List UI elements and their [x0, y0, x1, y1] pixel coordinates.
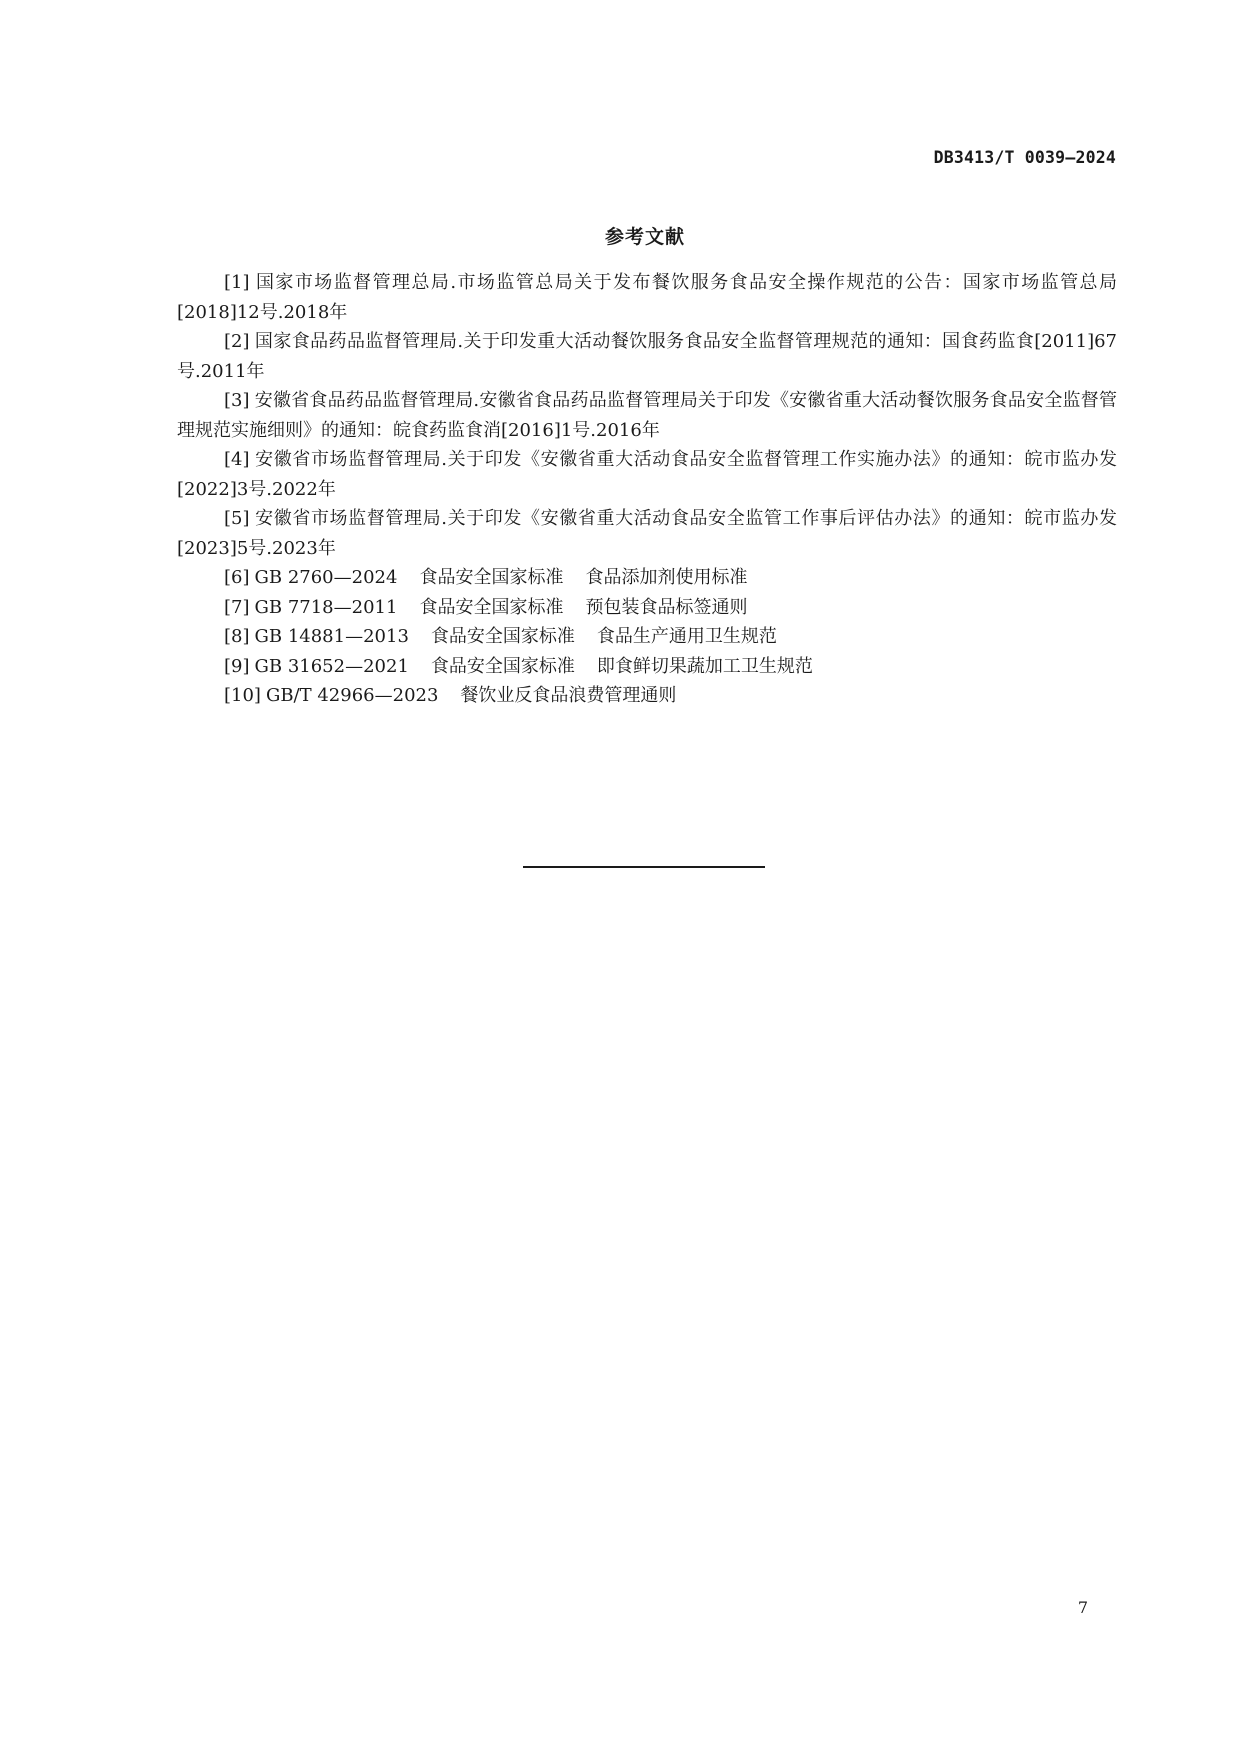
reference-item — [177, 386, 1117, 445]
standard-item — [177, 593, 1117, 623]
standard-title: 餐饮业反食品浪费管理通则 — [460, 685, 677, 706]
standard-code: GB 2760—2024 — [254, 567, 398, 588]
reference-item — [177, 504, 1117, 563]
standard-subtitle: 食品添加剂使用标准 — [585, 567, 748, 588]
end-of-document-line — [523, 866, 765, 868]
standard-item — [177, 563, 1117, 593]
standard-item — [177, 652, 1117, 682]
reference-text: 国家食品药品监督管理局.关于印发重大活动餐饮服务食品安全监督管理规范的通知：国食药监食[2011]67号.2011年 — [177, 331, 1117, 382]
reference-text: 安徽省市场监督管理局.关于印发《安徽省重大活动食品安全监督管理工作实施办法》的通知：皖市监办发[2022]3号.2022年 — [177, 449, 1117, 500]
standard-number: [10] — [224, 685, 261, 706]
standard-number: [6] — [224, 567, 250, 588]
reference-number: [4] — [224, 449, 250, 470]
reference-number: [5] — [224, 508, 250, 529]
standard-number: [9] — [224, 655, 250, 677]
standard-subtitle: 即食鲜切果蔬加工卫生规范 — [596, 655, 813, 677]
reference-item — [177, 268, 1117, 327]
standard-code: GB 14881—2013 — [254, 626, 409, 647]
standard-number: [7] — [224, 596, 250, 618]
reference-text: 安徽省食品药品监督管理局.安徽省食品药品监督管理局关于印发《安徽省重大活动餐饮服务食品安全监督管理规范实施细则》的通知：皖食药监食消[2016]1号.2016年 — [177, 390, 1117, 441]
standard-code: GB 31652—2021 — [254, 655, 409, 677]
standard-subtitle: 预包装食品标签通则 — [585, 596, 748, 618]
reference-number: [1] — [224, 272, 250, 293]
standard-number: [8] — [224, 626, 250, 647]
standard-title: 食品安全国家标准 — [430, 655, 575, 677]
standard-title: 食品安全国家标准 — [419, 567, 564, 588]
standard-code: GB/T 42966—2023 — [265, 685, 439, 706]
reference-number: [3] — [224, 390, 250, 411]
reference-text: 国家市场监督管理总局.市场监管总局关于发布餐饮服务食品安全操作规范的公告：国家市场监管总局[2018]12号.2018年 — [177, 272, 1117, 323]
standard-code: GB 7718—2011 — [254, 596, 398, 618]
standard-title: 食品安全国家标准 — [419, 596, 564, 618]
page-number: 7 — [1077, 1598, 1088, 1617]
document-code: DB3413/T 0039—2024 — [933, 148, 1116, 167]
reference-item — [177, 445, 1117, 504]
section-title: 参考文献 — [604, 226, 685, 248]
standard-title: 食品安全国家标准 — [430, 626, 575, 647]
standard-subtitle: 食品生产通用卫生规范 — [596, 626, 777, 647]
standard-item — [177, 681, 1117, 711]
standard-item — [177, 622, 1117, 652]
reference-number: [2] — [224, 331, 250, 352]
reference-list — [177, 268, 1117, 711]
reference-item — [177, 327, 1117, 386]
reference-text: 安徽省市场监督管理局.关于印发《安徽省重大活动食品安全监管工作事后评估办法》的通知：皖市监办发[2023]5号.2023年 — [177, 508, 1117, 559]
